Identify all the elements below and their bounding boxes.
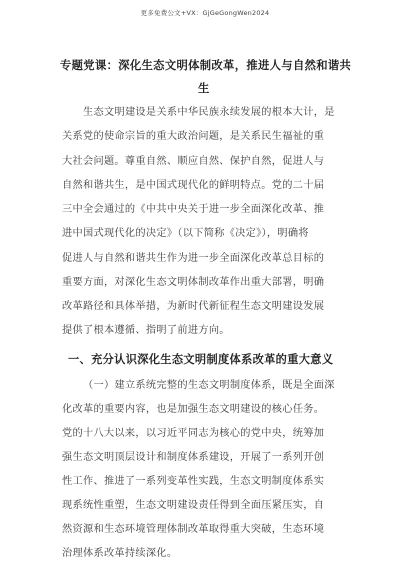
section-line: （一）建立系统完整的生态文明制度体系，既是全面深	[83, 380, 335, 391]
intro-line: 提供了根本遵循、指明了前进方向。	[62, 325, 230, 336]
section-heading: 一、充分认识深化生态文明制度体系改革的重大意义	[68, 353, 334, 366]
document-title-line-1: 专题党课：深化生态文明体制改革，推进人与自然和谐共	[60, 59, 352, 72]
section-line: 治理体系改革持续深化。	[62, 548, 178, 559]
section-line: 党的十八大以来，以习近平同志为核心的党中央，统筹加	[62, 428, 325, 439]
header-watermark: 更多免费公文+VX：GjGeGongWen2024	[140, 9, 270, 17]
intro-line: 重要方面，对深化生态文明体制改革作出重大部署，明确	[62, 277, 325, 288]
section-line: 现系统性重塑，生态文明建设责任得到全面压紧压实，自	[62, 500, 325, 511]
document-title-line-2: 生	[198, 82, 210, 95]
section-line: 强生态文明顶层设计和制度体系建设，开展了一系列开创	[62, 452, 325, 463]
intro-line: 促进人与自然和谐共生作为进一步全面深化改革总目标的	[62, 253, 325, 264]
intro-line: 三中全会通过的《中共中央关于进一步全面深化改革、推	[62, 204, 325, 215]
section-line: 化改革的重要内容，也是加强生态文明建设的核心任务。	[62, 404, 325, 415]
section-line: 性工作、推进了一系列变革性实践，生态文明制度体系实	[62, 476, 325, 487]
intro-line: 生态文明建设是关系中华民族永续发展的根本大计，是	[83, 107, 335, 118]
intro-line: 大社会问题。尊重自然、顺应自然、保护自然，促进人与	[62, 156, 325, 167]
intro-line: 改革路径和具体举措，为新时代新征程生态文明建设发展	[62, 301, 325, 312]
intro-line: 关系党的使命宗旨的重大政治问题，是关系民生福祉的重	[62, 131, 325, 142]
section-line: 然资源和生态环境管理体制改革取得重大突破，生态环境	[62, 524, 325, 535]
intro-line: 自然和谐共生，是中国式现代化的鲜明特点。党的二十届	[62, 180, 325, 191]
intro-line: 进中国式现代化的决定》（以下简称《决定》），明确将	[62, 228, 309, 239]
